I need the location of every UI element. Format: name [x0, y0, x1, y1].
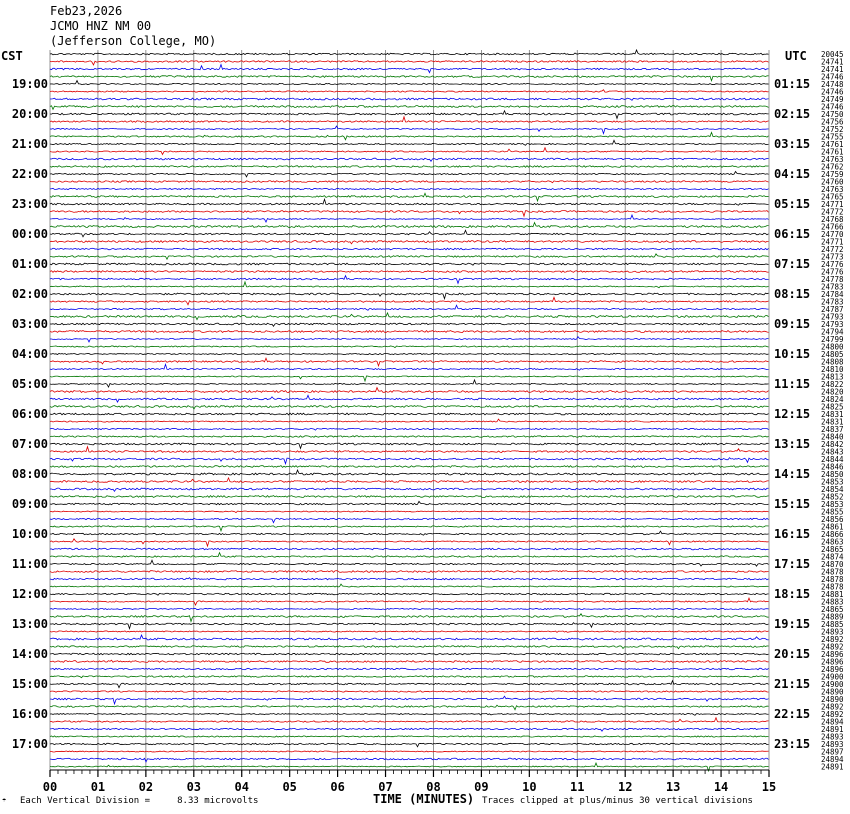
trace-83 — [50, 676, 769, 678]
trace-count-label: 24885 — [821, 620, 844, 629]
trace-44 — [50, 380, 769, 387]
trace-34 — [50, 305, 769, 310]
right-time-label: 22:15 — [774, 707, 811, 721]
trace-59 — [50, 496, 769, 498]
trace-count-label: 24831 — [821, 417, 844, 427]
trace-53 — [50, 447, 769, 453]
right-time-label: 02:15 — [774, 107, 811, 121]
trace-20 — [50, 199, 769, 205]
trace-42 — [50, 364, 769, 370]
trace-count-label: 24778 — [821, 275, 844, 284]
trace-count-label: 24866 — [821, 530, 844, 539]
left-time-label: 10:00 — [11, 527, 48, 541]
trace-count-label: 24822 — [821, 380, 844, 389]
left-time-label: 20:00 — [11, 107, 48, 121]
trace-count-label: 24842 — [821, 440, 844, 449]
trace-count-label: 24893 — [821, 740, 844, 749]
trace-25 — [50, 241, 769, 244]
left-time-label: 06:00 — [11, 407, 48, 421]
trace-count-label: 24837 — [821, 425, 844, 434]
trace-61 — [50, 511, 769, 513]
trace-count-label: 24840 — [821, 432, 844, 442]
trace-28 — [50, 263, 769, 265]
x-tick-label: 15 — [761, 780, 777, 794]
trace-55 — [50, 466, 769, 468]
trace-count-label: 24771 — [821, 200, 844, 209]
trace-count-label: 24891 — [821, 762, 844, 772]
right-time-label: 12:15 — [774, 407, 811, 421]
trace-23 — [50, 223, 769, 228]
x-tick-label: 04 — [234, 780, 249, 794]
trace-count-label: 24805 — [821, 350, 844, 359]
trace-count-label: 24741 — [821, 65, 844, 74]
x-tick-label: 12 — [617, 780, 633, 794]
trace-count-label: 24874 — [821, 552, 844, 562]
trace-count-label: 24752 — [821, 125, 844, 134]
trace-8 — [50, 111, 769, 119]
trace-48 — [50, 413, 769, 415]
trace-count-label: 24746 — [821, 87, 844, 97]
left-time-label: 19:00 — [11, 77, 48, 91]
x-tick-label: 14 — [713, 780, 729, 794]
trace-count-label: 24759 — [821, 170, 844, 179]
left-time-label: 16:00 — [11, 707, 48, 721]
right-time-label: 08:15 — [774, 287, 811, 301]
x-tick-label: 05 — [282, 780, 297, 794]
small-mark: ☂ — [2, 796, 7, 804]
x-tick-label: 11 — [570, 780, 585, 794]
trace-count-label: 24881 — [821, 590, 844, 599]
trace-2 — [50, 65, 769, 73]
trace-68 — [50, 560, 769, 566]
trace-count-label: 24800 — [821, 342, 844, 352]
trace-10 — [50, 126, 769, 134]
trace-76 — [50, 623, 769, 629]
trace-70 — [50, 578, 769, 580]
left-time-label: 23:00 — [11, 197, 48, 211]
trace-43 — [50, 376, 769, 381]
trace-count-label: 24773 — [821, 252, 844, 262]
right-time-label: 06:15 — [774, 227, 811, 241]
left-time-label: 03:00 — [11, 317, 48, 331]
x-axis-title: TIME (MINUTES) — [373, 792, 475, 806]
x-tick-label: 07 — [378, 780, 393, 794]
trace-94 — [50, 758, 769, 762]
right-time-label: 07:15 — [774, 257, 811, 271]
trace-66 — [50, 548, 769, 550]
trace-5 — [50, 90, 769, 92]
trace-count-label: 24761 — [821, 140, 844, 149]
trace-60 — [50, 501, 769, 504]
trace-89 — [50, 718, 769, 722]
trace-count-label: 24892 — [821, 635, 844, 644]
x-tick-label: 00 — [42, 780, 58, 794]
trace-21 — [50, 211, 769, 217]
trace-13 — [50, 148, 769, 155]
trace-72 — [50, 593, 769, 595]
trace-count-label: 24748 — [821, 80, 844, 89]
right-time-label: 11:15 — [774, 377, 811, 391]
trace-52 — [50, 443, 769, 448]
header-station: JCMO HNZ NM 00 — [50, 19, 152, 33]
trace-15 — [50, 166, 769, 168]
right-time-label: 05:15 — [774, 197, 811, 211]
trace-count-label: 24893 — [821, 627, 844, 637]
left-timezone-label: CST — [1, 49, 23, 63]
trace-count-label: 24799 — [821, 335, 844, 344]
trace-count-label: 24892 — [821, 702, 844, 712]
trace-count-label: 24750 — [821, 110, 844, 119]
trace-count-label: 24846 — [821, 462, 844, 472]
trace-0 — [50, 50, 769, 55]
trace-92 — [50, 743, 769, 746]
x-tick-label: 13 — [665, 780, 681, 794]
trace-count-label: 24776 — [821, 267, 844, 277]
left-time-label: 13:00 — [11, 617, 48, 631]
trace-count-label: 24746 — [821, 102, 844, 112]
trace-count-label: 24883 — [821, 597, 844, 607]
trace-12 — [50, 140, 769, 145]
trace-7 — [50, 106, 769, 110]
trace-count-label: 24900 — [821, 672, 844, 682]
trace-count-label: 24794 — [821, 327, 844, 337]
trace-count-label: 24878 — [821, 567, 844, 577]
trace-count-label: 24793 — [821, 320, 844, 329]
trace-count-label: 24741 — [821, 57, 844, 67]
x-axis — [43, 770, 776, 794]
trace-count-label: 24896 — [821, 665, 844, 674]
trace-count-label: 24894 — [821, 755, 844, 764]
trace-85 — [50, 691, 769, 692]
trace-30 — [50, 276, 769, 284]
left-time-label: 12:00 — [11, 587, 48, 601]
trace-count-label: 24761 — [821, 147, 844, 157]
trace-count-label: 24813 — [821, 372, 844, 382]
trace-74 — [50, 608, 769, 609]
right-time-label: 20:15 — [774, 647, 811, 661]
trace-count-label: 24892 — [821, 710, 844, 719]
trace-57 — [50, 478, 769, 482]
x-tick-label: 09 — [474, 780, 489, 794]
trace-88 — [50, 713, 769, 715]
trace-80 — [50, 653, 769, 655]
trace-93 — [50, 751, 769, 752]
trace-1 — [50, 61, 769, 65]
trace-75 — [50, 614, 769, 622]
trace-count-label: 24852 — [821, 492, 844, 502]
trace-22 — [50, 215, 769, 222]
left-time-label: 08:00 — [11, 467, 48, 481]
trace-count-label: 24878 — [821, 575, 844, 584]
left-time-label: 00:00 — [11, 227, 48, 241]
right-time-label: 23:15 — [774, 737, 811, 751]
trace-79 — [50, 646, 769, 649]
trace-count-label: 24856 — [821, 515, 844, 524]
trace-39 — [50, 346, 769, 348]
left-time-label: 04:00 — [11, 347, 48, 361]
trace-count-label: 24755 — [821, 132, 844, 142]
trace-count-label: 24897 — [821, 747, 844, 757]
trace-6 — [50, 98, 769, 100]
right-time-label: 16:15 — [774, 527, 811, 541]
seismic-traces — [50, 50, 769, 771]
trace-90 — [50, 728, 769, 731]
trace-count-label: 24776 — [821, 260, 844, 269]
left-time-label: 17:00 — [11, 737, 48, 751]
right-time-label: 15:15 — [774, 497, 811, 511]
right-time-label: 01:15 — [774, 77, 811, 91]
x-tick-label: 02 — [138, 780, 154, 794]
left-time-label: 05:00 — [11, 377, 48, 391]
trace-14 — [50, 158, 769, 161]
left-time-label: 21:00 — [11, 137, 48, 151]
trace-33 — [50, 297, 769, 304]
trace-35 — [50, 313, 769, 320]
trace-count-label: 24843 — [821, 447, 844, 457]
right-time-label: 19:15 — [774, 617, 811, 631]
trace-58 — [50, 488, 769, 491]
trace-56 — [50, 470, 769, 475]
trace-count-label: 24865 — [821, 605, 844, 614]
trace-45 — [50, 388, 769, 393]
trace-71 — [50, 584, 769, 587]
header-location: (Jefferson College, MO) — [50, 34, 217, 48]
trace-count-label: 24820 — [821, 387, 844, 397]
trace-count-label: 24889 — [821, 612, 844, 622]
trace-count-label: 24768 — [821, 215, 844, 224]
trace-9 — [50, 117, 769, 123]
trace-36 — [50, 323, 769, 326]
trace-4 — [50, 81, 769, 85]
left-time-label: 11:00 — [11, 557, 48, 571]
trace-81 — [50, 660, 769, 662]
trace-count-label: 24766 — [821, 222, 844, 232]
trace-38 — [50, 337, 769, 342]
trace-27 — [50, 254, 769, 259]
trace-count-label: 24783 — [821, 297, 844, 307]
trace-32 — [50, 293, 769, 299]
trace-count-label: 24890 — [821, 687, 844, 697]
trace-count-label: 24896 — [821, 657, 844, 667]
trace-91 — [50, 736, 769, 737]
trace-count-label: 24861 — [821, 522, 844, 532]
trace-count-label: 24749 — [821, 95, 844, 104]
left-time-label: 07:00 — [11, 437, 48, 451]
trace-count-label: 24870 — [821, 560, 844, 569]
trace-3 — [50, 76, 769, 81]
right-time-label: 14:15 — [774, 467, 811, 481]
trace-count-label: 24896 — [821, 650, 844, 659]
left-time-label: 09:00 — [11, 497, 48, 511]
trace-67 — [50, 553, 769, 557]
trace-40 — [50, 353, 769, 354]
trace-31 — [50, 282, 769, 288]
trace-37 — [50, 331, 769, 333]
trace-count-label: 24825 — [821, 402, 844, 412]
trace-count-label: 24746 — [821, 72, 844, 82]
trace-46 — [50, 395, 769, 402]
right-timezone-label: UTC — [785, 49, 807, 63]
trace-64 — [50, 531, 769, 535]
trace-count-label: 24762 — [821, 162, 844, 172]
left-time-label: 02:00 — [11, 287, 48, 301]
right-time-label: 18:15 — [774, 587, 811, 601]
trace-count-label: 24894 — [821, 717, 844, 727]
header-date: Feb23,2026 — [50, 4, 123, 18]
trace-count-label: 24763 — [821, 185, 844, 194]
trace-50 — [50, 428, 769, 430]
trace-count-label: 24787 — [821, 305, 844, 314]
trace-18 — [50, 188, 769, 189]
left-time-label: 22:00 — [11, 167, 48, 181]
trace-84 — [50, 681, 769, 688]
trace-69 — [50, 571, 769, 573]
trace-87 — [50, 705, 769, 710]
trace-62 — [50, 518, 769, 522]
right-time-label: 21:15 — [774, 677, 811, 691]
trace-count-label: 24893 — [821, 732, 844, 742]
trace-count-label: 24865 — [821, 545, 844, 554]
clip-note: Traces clipped at plus/minus 30 vertical divisions — [482, 796, 753, 806]
trace-65 — [50, 539, 769, 546]
trace-count-label: 24853 — [821, 500, 844, 509]
trace-count-label: 24891 — [821, 725, 844, 734]
trace-19 — [50, 193, 769, 201]
trace-41 — [50, 358, 769, 366]
x-tick-label: 01 — [90, 780, 106, 794]
x-tick-label: 08 — [426, 780, 441, 794]
trace-count-label: 24824 — [821, 395, 844, 404]
right-time-label: 17:15 — [774, 557, 811, 571]
trace-24 — [50, 230, 769, 237]
trace-count-label: 24772 — [821, 245, 844, 254]
trace-count-label: 24756 — [821, 117, 844, 127]
trace-count-label: 20045 — [821, 50, 844, 59]
trace-73 — [50, 598, 769, 605]
left-time-label: 14:00 — [11, 647, 48, 661]
trace-count-label: 24890 — [821, 695, 844, 704]
trace-count-label: 24760 — [821, 177, 844, 187]
right-time-label: 09:15 — [774, 317, 811, 331]
trace-16 — [50, 172, 769, 177]
trace-26 — [50, 248, 769, 250]
trace-count-label: 24784 — [821, 290, 844, 299]
trace-count-labels — [821, 50, 844, 772]
trace-count-label: 24863 — [821, 537, 844, 547]
right-time-label: 03:15 — [774, 137, 811, 151]
trace-count-label: 24808 — [821, 357, 844, 367]
trace-29 — [50, 271, 769, 273]
trace-count-label: 24853 — [821, 477, 844, 487]
right-time-label: 04:15 — [774, 167, 811, 181]
trace-63 — [50, 526, 769, 531]
right-time-labels — [774, 77, 810, 751]
trace-11 — [50, 132, 769, 139]
trace-count-label: 24770 — [821, 230, 844, 239]
trace-count-label: 24763 — [821, 155, 844, 164]
trace-86 — [50, 696, 769, 704]
trace-count-label: 24772 — [821, 207, 844, 217]
left-time-label: 15:00 — [11, 677, 48, 691]
left-time-label: 01:00 — [11, 257, 48, 271]
trace-count-label: 24831 — [821, 410, 844, 419]
left-time-labels — [12, 77, 48, 751]
trace-count-label: 24844 — [821, 455, 844, 464]
trace-77 — [50, 631, 769, 632]
trace-count-label: 24892 — [821, 642, 844, 652]
x-tick-label: 03 — [186, 780, 202, 794]
trace-count-label: 24765 — [821, 192, 844, 202]
trace-count-label: 24854 — [821, 485, 844, 494]
trace-51 — [50, 436, 769, 437]
trace-count-label: 24810 — [821, 365, 844, 374]
trace-54 — [50, 458, 769, 464]
trace-count-label: 24850 — [821, 470, 844, 479]
trace-82 — [50, 668, 769, 669]
trace-count-label: 24878 — [821, 582, 844, 592]
trace-count-label: 24900 — [821, 680, 844, 689]
trace-count-label: 24771 — [821, 237, 844, 247]
right-time-label: 10:15 — [774, 347, 811, 361]
x-tick-label: 06 — [330, 780, 345, 794]
trace-78 — [50, 635, 769, 640]
trace-17 — [50, 181, 769, 183]
trace-count-label: 24783 — [821, 282, 844, 292]
trace-count-label: 24793 — [821, 312, 844, 322]
trace-47 — [50, 406, 769, 409]
trace-49 — [50, 419, 769, 422]
right-time-label: 13:15 — [774, 437, 811, 451]
vertical-division-note: Each Vertical Division = 8.33 microvolts — [20, 796, 259, 806]
x-tick-label: 10 — [522, 780, 537, 794]
trace-count-label: 24855 — [821, 507, 844, 517]
